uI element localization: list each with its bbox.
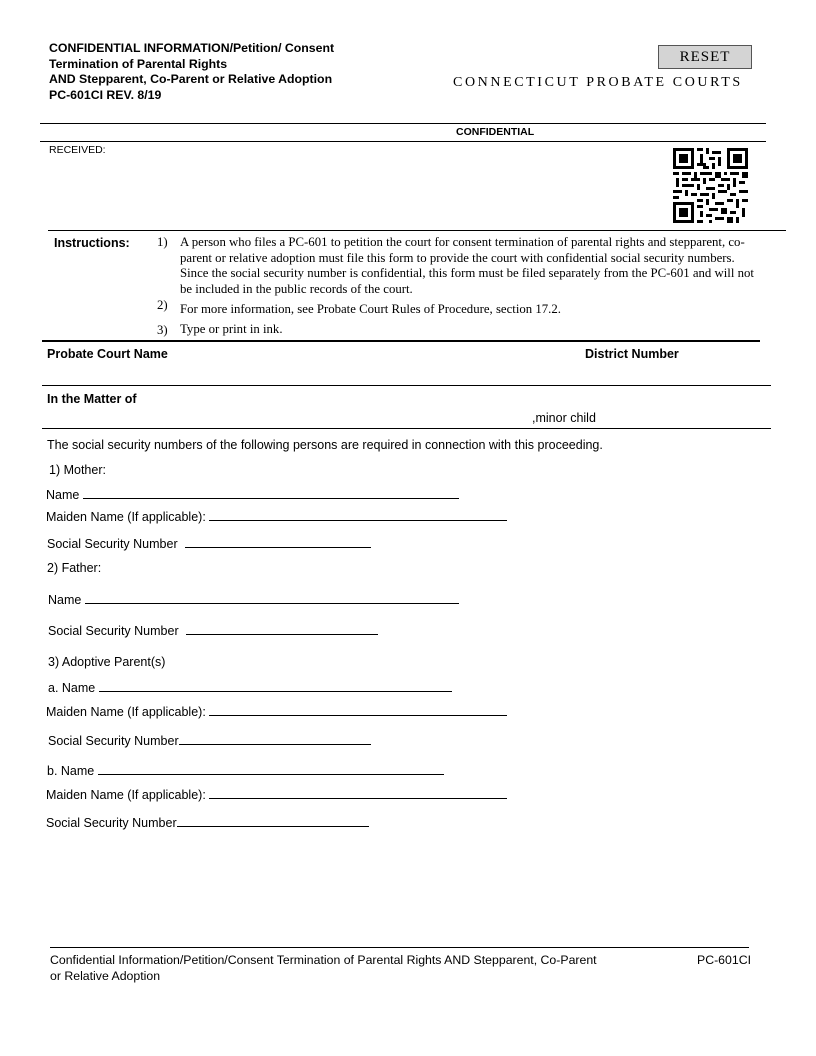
mother-maiden-row xyxy=(46,508,507,524)
instructions-label: Instructions: xyxy=(54,236,130,250)
mother-ssn-field[interactable] xyxy=(185,535,371,548)
adoptive-a-ssn-label: Social Security Number xyxy=(48,734,179,748)
in-the-matter-of-label: In the Matter of xyxy=(47,392,137,406)
adoptive-a-maiden-row xyxy=(46,703,507,719)
reset-button[interactable]: RESET xyxy=(658,45,752,69)
footer-title xyxy=(50,953,597,984)
adoptive-b-ssn-field[interactable] xyxy=(177,814,369,827)
mother-name-field[interactable] xyxy=(83,486,459,499)
father-name-row xyxy=(48,591,459,607)
father-name-label: Name xyxy=(48,593,82,607)
adoptive-b-name-label: b. Name xyxy=(47,764,95,778)
mother-maiden-field[interactable] xyxy=(209,508,507,521)
father-heading: 2) Father: xyxy=(47,561,102,575)
minor-child-label: ,minor child xyxy=(532,411,596,425)
father-name-field[interactable] xyxy=(85,591,459,604)
probate-court-name-label: Probate Court Name xyxy=(47,347,168,361)
district-number-label: District Number xyxy=(585,347,679,361)
instruction-text-2: For more information, see Probate Court Rules of Procedure, section 17.2. xyxy=(180,302,561,316)
adoptive-b-name-row xyxy=(47,762,444,778)
court-name: CONNECTICUT PROBATE COURTS xyxy=(453,75,743,90)
ssn-intro-text: The social security numbers of the following persons are required in connection with this proceeding. xyxy=(47,438,603,452)
mother-maiden-label: Maiden Name (If applicable): xyxy=(46,510,206,524)
form-title-line2: Termination of Parental Rights xyxy=(49,56,228,71)
form-title xyxy=(49,41,334,103)
mother-name-label: Name xyxy=(46,488,80,502)
divider-instructions xyxy=(48,230,786,231)
adoptive-a-maiden-label: Maiden Name (If applicable): xyxy=(46,705,206,719)
footer-divider xyxy=(50,947,749,948)
adoptive-b-ssn-label: Social Security Number xyxy=(46,816,177,830)
mother-name-row xyxy=(46,486,459,502)
adoptive-a-name-row xyxy=(48,679,452,695)
received-label: RECEIVED: xyxy=(49,144,106,156)
instruction-number-1: 1) xyxy=(157,235,168,249)
instruction-text-1: A person who files a PC-601 to petition the court for consent termination of parental rights and stepparent, co-parent or relative adoption must file this form to provide the court with confidential social security numbers. Since the social security number is confidential, this form must be filed separately from the PC-601 and will not be included in the public records of the court. xyxy=(180,235,754,296)
divider-top xyxy=(40,123,766,124)
footer-title-line1: Confidential Information/Petition/Consent Termination of Parental Rights AND Stepparent, Co-Parent xyxy=(50,953,597,967)
in-the-matter-of-field[interactable] xyxy=(42,428,771,429)
adoptive-b-maiden-row xyxy=(46,786,507,802)
instruction-number-2: 2) xyxy=(157,298,168,312)
mother-ssn-row xyxy=(47,535,371,551)
father-ssn-row xyxy=(48,622,378,638)
adoptive-b-maiden-field[interactable] xyxy=(209,786,507,799)
adoptive-a-name-label: a. Name xyxy=(48,681,96,695)
footer-title-line2: or Relative Adoption xyxy=(50,968,161,983)
mother-ssn-label: Social Security Number xyxy=(47,537,178,551)
father-ssn-field[interactable] xyxy=(186,622,378,635)
form-number: PC-601CI REV. 8/19 xyxy=(49,87,162,102)
qr-code-icon xyxy=(673,148,748,223)
adoptive-b-name-field[interactable] xyxy=(98,762,444,775)
form-title-line1: CONFIDENTIAL INFORMATION/Petition/ Consent xyxy=(49,41,335,55)
father-ssn-label: Social Security Number xyxy=(48,624,179,638)
footer-form-code: PC-601CI xyxy=(697,953,751,967)
divider-confidential xyxy=(40,141,766,142)
mother-heading: 1) Mother: xyxy=(49,463,106,477)
adoptive-b-maiden-label: Maiden Name (If applicable): xyxy=(46,788,206,802)
adoptive-a-ssn-field[interactable] xyxy=(179,732,371,745)
adoptive-heading: 3) Adoptive Parent(s) xyxy=(48,655,166,669)
adoptive-a-maiden-field[interactable] xyxy=(209,703,507,716)
adoptive-a-name-field[interactable] xyxy=(99,679,452,692)
probate-court-name-field[interactable] xyxy=(42,385,771,386)
adoptive-b-ssn-row xyxy=(46,814,369,830)
adoptive-a-ssn-row xyxy=(48,732,371,748)
confidential-label: CONFIDENTIAL xyxy=(456,126,535,138)
divider-court xyxy=(42,340,760,342)
form-title-line3: AND Stepparent, Co-Parent or Relative Adoption xyxy=(49,72,333,86)
instruction-text-3: Type or print in ink. xyxy=(180,322,283,336)
instruction-number-3: 3) xyxy=(157,323,168,337)
